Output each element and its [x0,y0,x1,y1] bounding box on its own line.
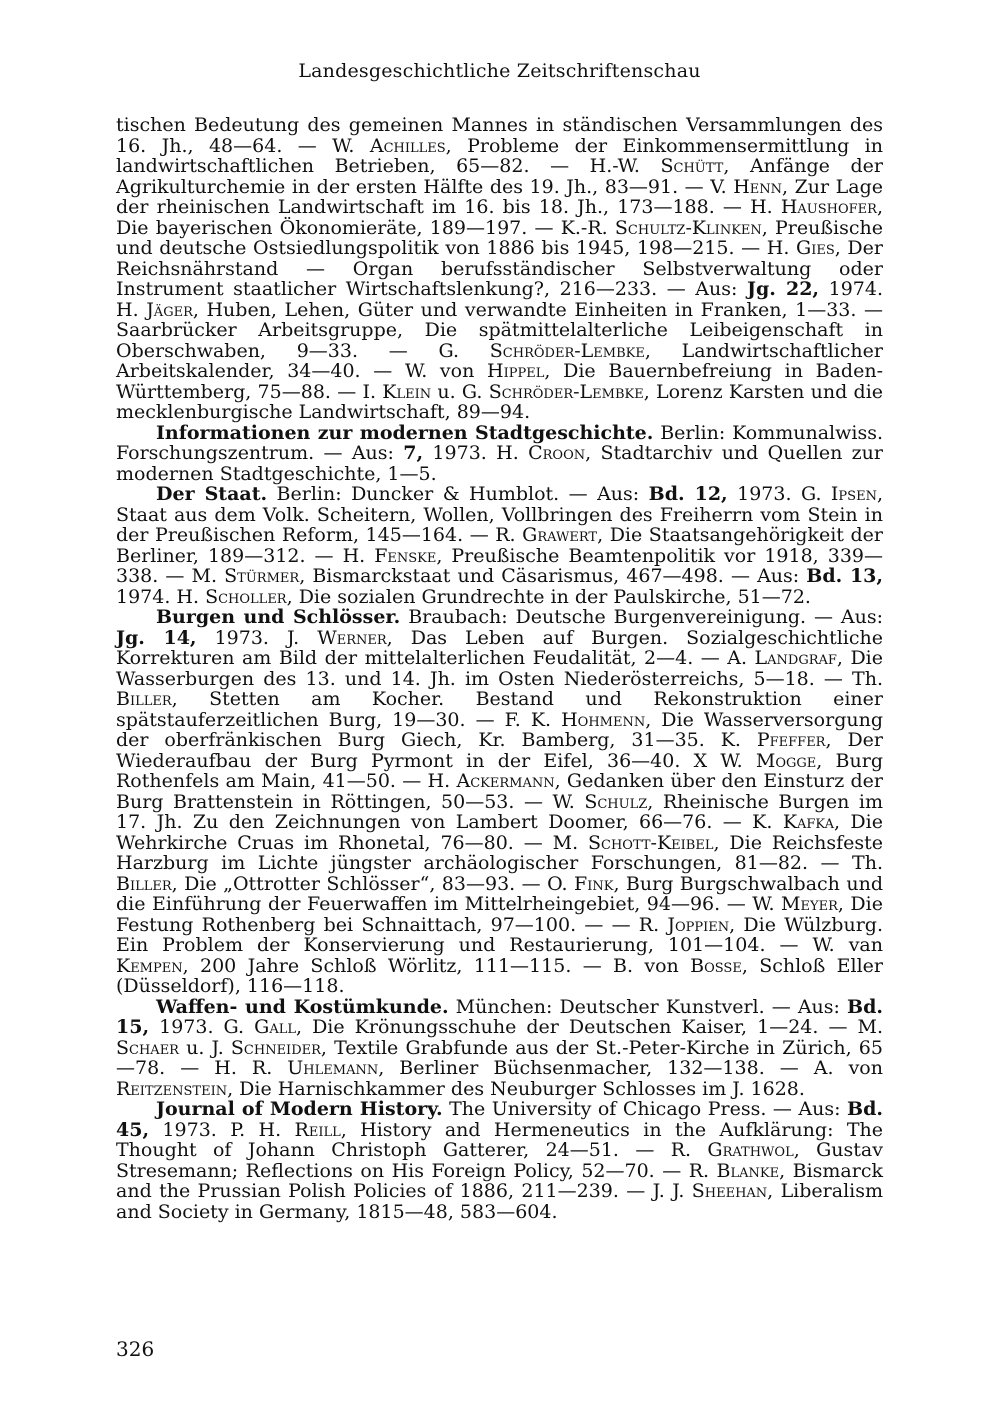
text-run: , Die Festung Rothenberg bei Schnaittach, 97—100. — — R. [116,893,883,936]
author-name: Achilles [369,134,446,157]
author-name: Jäger [146,298,193,321]
text-run: , Textile Grabfunde aus der St.-Peter-Kirche in Zürich, 65—78. — H. R. [116,1036,883,1079]
text-run: , Schloß Eller (Düsseldorf), 116—118. [116,954,883,997]
text-run: u. G. [431,380,489,403]
text-run: 1973. G. [149,1016,255,1038]
page-number: 326 [116,1337,155,1361]
author-name: Schröder-Lembke [488,380,644,403]
text-run: , Stadtarchiv und Quellen zur modernen Stadtgeschichte, 1—5. [116,442,883,485]
text-run: , Zur Lage der rheinischen Landwirtschaft im 16. bis 18. Jh., 173—188. — H. [116,175,883,218]
text-run: 1973. H. [423,442,529,464]
text-run: Braubach: Deutsche Burgenvereinigung. — Aus: [400,606,883,628]
text-run: u. J. [178,1036,231,1059]
text-run: , Der Wiederaufbau der Burg Pyrmont in der Eifel, 36—40. X W. [116,729,884,772]
bold-text: Jg. 14, [116,626,197,649]
author-name: Reill [294,1118,341,1141]
author-name: Ipsen [830,483,877,505]
paragraph [116,997,883,1100]
running-header: Landesgeschichtliche Zeitschriftenschau [298,60,701,82]
text-run: , Preußische und deutsche Ostsiedlungspolitik von 1886 bis 1945, 198—215. — H. [116,216,884,259]
text-run: , Die Wasserburgen des 13. und 14. Jh. im Osten Niederösterreichs, 5—18. — Th. [116,647,883,690]
text-run: , History and Hermeneutics in the Aufklärung: The Thought of Johann Christoph Gatterer, 24—51. — R. [116,1118,884,1161]
author-name: Pfeffer [756,729,826,751]
bold-text: Bd. 15, [116,995,884,1038]
author-name: Schröder-Lembke [489,339,645,362]
author-name: Schultz-Klinken [614,216,762,239]
text-run: , Der Reichsnährstand — Organ berufsständischer Selbstverwaltung oder Instrument staatlicher Wirtschaftslenkung?, 216—233. — Aus: [116,237,883,300]
bold-text: Bd. 45, [116,1098,883,1141]
text-run: , Bismarck and the Prussian Polish Policies of 1886, 211—239. — J. J. [116,1159,883,1202]
author-name: Stürmer [224,565,300,587]
bold-text: Jg. 22, [746,278,820,300]
author-name: Hippel [487,360,545,382]
author-name: Hohmenn [561,708,646,731]
text-run: , Burg Burgschwalbach und die Einführung der Feuerwaffen im Mittelrheingebiet, 94—96. — W. [116,872,883,915]
text-run: , Die sozialen Grundrechte in der Paulskirche, 51—72. [286,585,811,608]
text-run: , Die bayerischen Ökonomieräte, 189—197. — K.-R. [116,196,883,239]
text-run: München: Deutscher Kunstverl. — Aus: [448,995,848,1018]
author-name: Gall [254,1016,296,1038]
text-run: , Rheinische Burgen im 17. Jh. Zu den Zeichnungen von Lambert Doomer, 66—76. — K. [116,790,883,833]
author-name: Gies [796,237,835,259]
author-name: Reitzenstein [116,1077,228,1100]
paragraph [116,1099,883,1222]
author-name: Schaer [116,1036,179,1059]
text-run: 1974. H. [116,278,884,321]
author-name: Biller [116,872,172,895]
text-run: The University of Chicago Press. — Aus: [442,1098,848,1120]
text-run: , Lorenz Karsten und die mecklenburgische Landwirtschaft, 89—94. [116,380,884,423]
text-run: , Die Wülzburg. Ein Problem der Konservierung und Restaurierung, 101—104. — W. van [116,913,883,956]
author-name: Sheehan [691,1180,768,1202]
bold-text: Bd. 13, [806,565,884,587]
author-name: Kempen [116,954,183,977]
author-name: Scholler [205,585,287,608]
text-run: , Die Harnischkammer des Neuburger Schlosses im J. 1628. [227,1077,805,1100]
author-name: Uhlemann [287,1057,379,1079]
text-run: , Berliner Büchsenmacher, 132—138. — A. von [378,1057,883,1079]
bold-text: Bd. 12, [648,483,728,505]
text-run: , Probleme der Einkommensermittlung in landwirtschaftlichen Betrieben, 65—82. — H.-W. [116,134,883,177]
paragraph [116,423,883,485]
text-run: , Landwirtschaftlicher Arbeitskalender, 34—40. — W. von [116,339,883,382]
bold-text: 7, [403,442,424,464]
paragraph [116,484,883,607]
text-run: , Die „Ottrotter Schlösser“, 83—93. — O. [171,872,575,895]
text-run: , Anfänge der Agrikulturchemie in der ersten Hälfte des 19. Jh., 83—91. — V. [116,155,883,198]
author-name: Schütt [660,155,724,177]
author-name: Kafka [782,811,834,833]
text-run: 1974. H. [116,585,206,608]
text-run: , Liberalism and Society in Germany, 1815—48, 583—604. [116,1180,883,1223]
author-name: Fenske [374,544,437,567]
author-name: Schulz [584,790,648,813]
author-name: Ackermann [456,770,555,792]
text-run: , Die Reichsfeste Harzburg im Lichte jüngster archäologischer Forschungen, 81—82. — Th. [116,831,883,874]
text-run: Berlin: Duncker & Humblot. — Aus: [267,483,649,505]
text-run: , Staat aus dem Volk. Scheitern, Wollen, Vollbringen des Freiherrn vom Stein in der Preußischen Reform, 145—164. — R. [116,483,883,546]
text-run: 1973. G. [727,483,831,505]
text-run: , Gedanken über den Einsturz der Burg Brattenstein in Röttingen, 50—53. — W. [116,770,884,813]
paragraph [116,115,883,423]
bold-text: Burgen und Schlösser. [156,606,401,628]
author-name: Schneider [230,1036,321,1059]
text-run: 1973. J. [196,626,318,649]
text-run: , Huben, Lehen, Güter und verwandte Einheiten in Franken, 1—33. — Saarbrücker Arbeitsgruppe, Die spätmittelalterliche Leibeigenschaft in Oberschwaben, 9—33. — G. [116,298,883,362]
text-run: , Die Staatsangehörigkeit der Berliner, 189—312. — H. [116,524,883,567]
text-run: , Das Leben auf Burgen. Sozialgeschichtliche Korrekturen am Bild der mittelalterlichen Feudalität, 2—4. — A. [116,626,884,669]
text-run: , Die Krönungsschuhe der Deutschen Kaiser, 1—24. — M. [295,1016,883,1038]
author-name: Grathwol [707,1139,794,1161]
author-name: Blanke [716,1159,780,1182]
text-run: , Stetten am Kocher. Bestand und Rekonstruktion einer spätstauferzeitlichen Burg, 19—30. — F. K. [116,688,883,731]
author-name: Grawert [522,524,598,546]
author-name: Meyer [781,893,838,915]
author-name: Mogge [755,749,817,772]
author-name: Landgraf [754,647,837,669]
text-run: , Die Wasserversorgung der oberfränkischen Burg Giech, Kr. Bamberg, 31—35. K. [116,708,883,751]
text-run: , Preußische Beamtenpolitik vor 1918, 339—338. — M. [116,544,883,587]
paragraph [116,607,883,997]
author-name: Haushofer [780,196,877,218]
author-name: Fink [574,872,614,895]
text-run: 1973. P. H. [149,1118,295,1141]
bold-text: Informationen zur modernen Stadtgeschichte. [156,421,654,444]
bold-text: Journal of Modern History. [156,1098,443,1120]
author-name: Biller [116,688,172,710]
author-name: Schott-Keibel [588,831,714,854]
text-run: Berlin: Kommunalwiss. Forschungszentrum. — Aus: [116,421,883,464]
text-run: , Die Bauernbefreiung in Baden-Württemberg, 75—88. — I. [116,360,883,403]
author-name: Klein [382,380,432,403]
bold-text: Der Staat. [156,483,268,505]
bold-text: Waffen- und Kostümkunde. [156,995,449,1018]
author-name: Croon [528,442,586,464]
text-run: , Die Wehrkirche Cruas im Rhonetal, 76—80. — M. [116,811,883,854]
author-name: Bosse [690,954,742,977]
text-run: , Burg Rothenfels am Main, 41—50. — H. [116,749,883,792]
author-name: Joppien [667,913,730,936]
text-run: , 200 Jahre Schloß Wörlitz, 111—115. — B. von [182,954,691,977]
author-name: Henn [733,175,782,198]
author-name: Werner [317,626,387,649]
text-run: , Gustav Stresemann; Reflections on His Foreign Policy, 52—70. — R. [116,1139,883,1182]
body-text [116,115,883,1222]
text-run: tischen Bedeutung des gemeinen Mannes in ständischen Versammlungen des 16. Jh., 48—64. — W. [116,114,883,157]
text-run: , Bismarckstaat und Cäsarismus, 467—498. — Aus: [299,565,807,587]
